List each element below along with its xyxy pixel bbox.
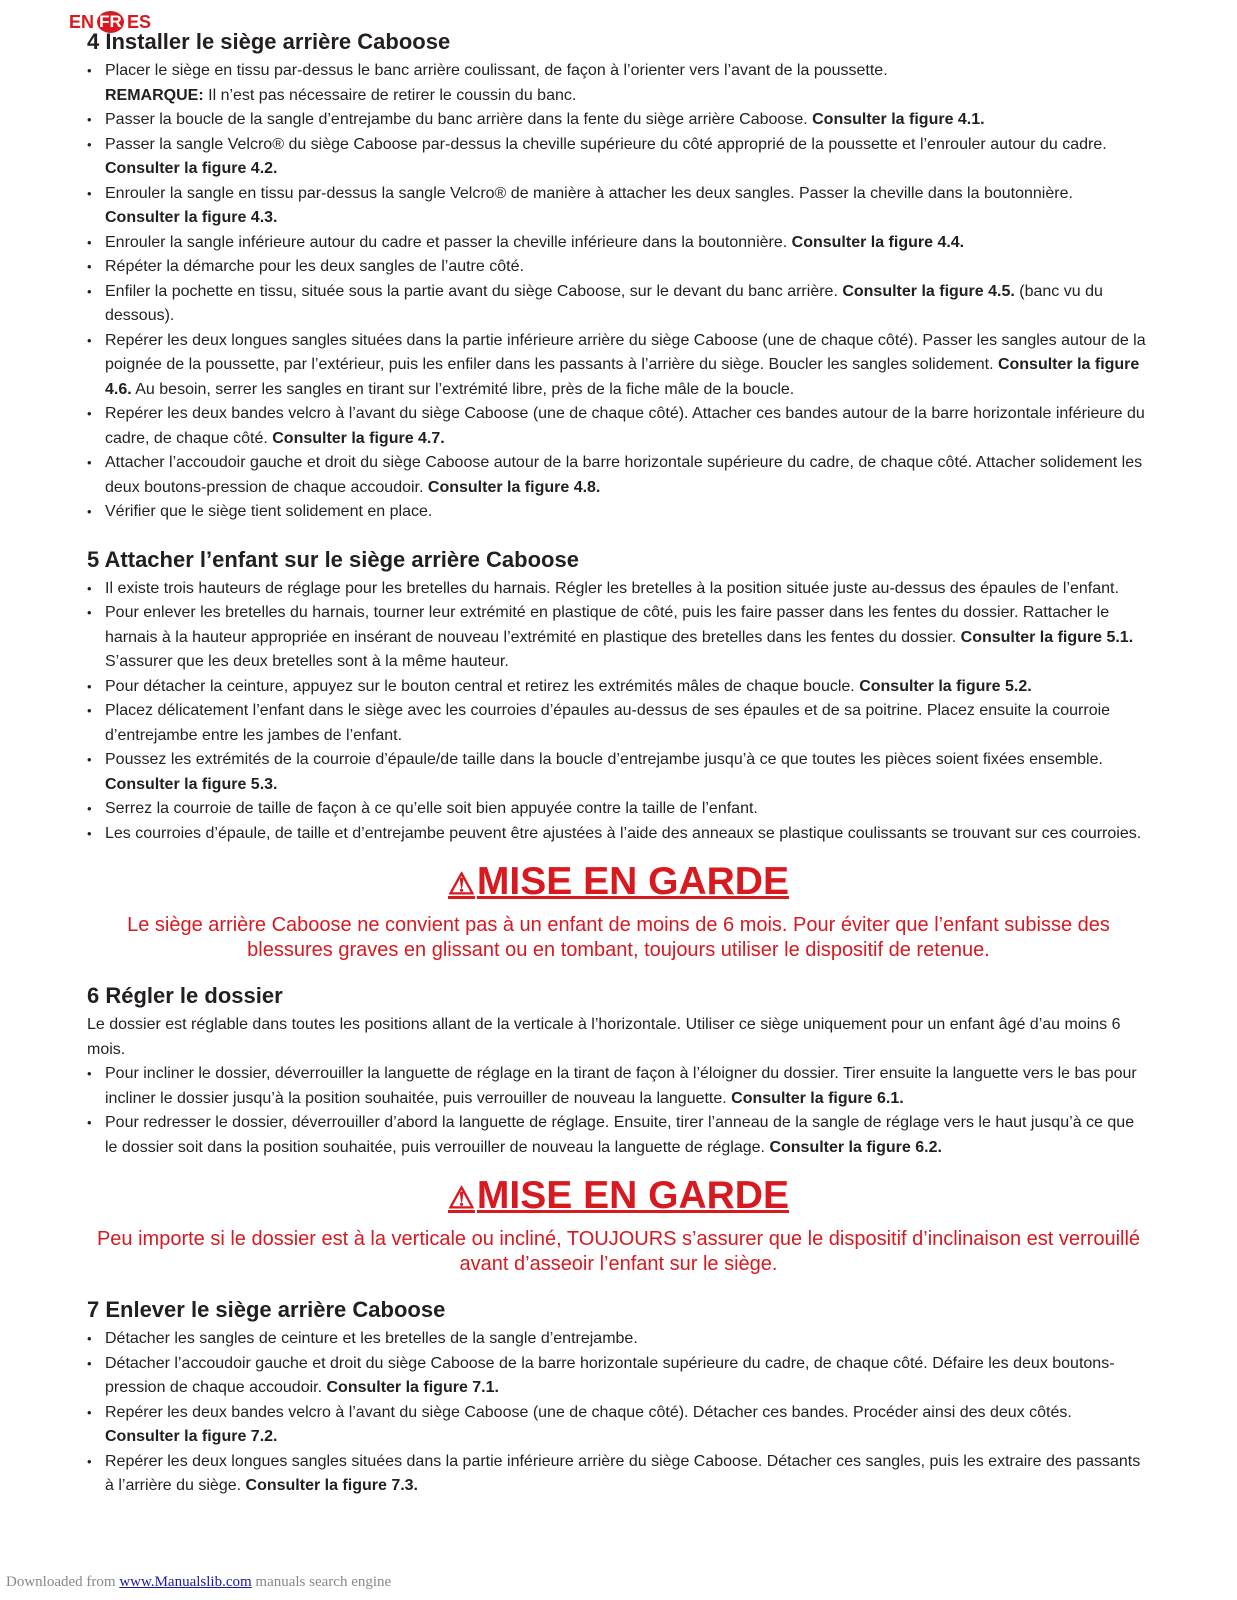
list-item: • Les courroies d’épaule, de taille et d’entrejambe peuvent être ajustées à l’aide des anneaux se plastique coulissants se trouvant sur ces courroies. [87, 822, 1150, 847]
warning-title: MISE EN GARDE [476, 1174, 789, 1217]
section-5-list [87, 577, 1150, 847]
list-item: • Pour incliner le dossier, déverrouiller la languette de réglage en la tirant de façon à l’éloigner du dossier. Tirer ensuite la languette vers le bas pour incliner le dossier jusqu’à la position souhaitée, puis verrouiller de nouveau la languette. Consulter la figure 6.1. [87, 1062, 1150, 1111]
list-item: • Répéter la démarche pour les deux sangles de l’autre côté. [87, 255, 1150, 280]
section-7-list [87, 1327, 1150, 1499]
list-item: • Pour enlever les bretelles du harnais, tourner leur extrémité en plastique de côté, puis les faire passer dans les fentes du dossier. Rattacher le harnais à la hauteur appropriée en insérant de nouveau l’extrémité en plastique des bretelles dans les fentes du dossier. Consulter la figure 5.1. S’assurer que les deux bretelles sont à la même hauteur. [87, 601, 1150, 675]
list-item: • Détacher les sangles de ceinture et les bretelles de la sangle d’entrejambe. [87, 1327, 1150, 1352]
warning-triangle-icon: ⚠ [448, 1182, 475, 1215]
list-item: • Placez délicatement l’enfant dans le siège avec les courroies d’épaules au-dessus de ses épaules et de sa poitrine. Placez ensuite la courroie d’entrejambe entre les jambes de l’enfant. [87, 699, 1150, 748]
section-6-intro: Le dossier est réglable dans toutes les positions allant de la verticale à l’horizontale. Utiliser ce siège uniquement pour un enfant âgé d’au moins 6 mois. [87, 1016, 1121, 1058]
list-item: • Passer la boucle de la sangle d’entrejambe du banc arrière dans la fente du siège arrière Caboose. Consulter la figure 4.1. [87, 108, 1150, 133]
document-page [87, 27, 1150, 1519]
list-item: • Poussez les extrémités de la courroie d’épaule/de taille dans la boucle d’entrejambe jusqu’à ce que toutes les pièces soient fixées ensemble. Consulter la figure 5.3. [87, 748, 1150, 797]
lang-es[interactable]: ES [127, 11, 152, 32]
warning-text: Le siège arrière Caboose ne convient pas à un enfant de moins de 6 mois. Pour éviter que l’enfant subisse des blessures graves en glissant ou en tombant, toujours utiliser le dispositif de retenue. [127, 914, 1110, 961]
section-5 [87, 545, 1150, 847]
list-item: • Enrouler la sangle en tissu par-dessus la sangle Velcro® de manière à attacher les deux sangles. Passer la cheville dans la boutonnière. Consulter la figure 4.3. [87, 182, 1150, 231]
list-item: • Repérer les deux bandes velcro à l’avant du siège Caboose (une de chaque côté). Attacher ces bandes autour de la barre horizontale inférieure du cadre, de chaque côté. Consulter la figure 4.7. [87, 402, 1150, 451]
section-6 [87, 981, 1150, 1160]
section-6-title: 6 Régler le dossier [87, 983, 283, 1008]
section-6-list [87, 1062, 1150, 1160]
list-item: • Enfiler la pochette en tissu, située sous la partie avant du siège Caboose, sur le devant du banc arrière. Consulter la figure 4.5. (banc vu du dessous). [87, 280, 1150, 329]
list-item: • Enrouler la sangle inférieure autour du cadre et passer la cheville inférieure dans la boutonnière. Consulter la figure 4.4. [87, 231, 1150, 256]
lang-en[interactable]: EN [69, 11, 95, 32]
download-footer: Downloaded from www.Manualslib.com manuals search engine [6, 1574, 392, 1590]
list-item: • Placer le siège en tissu par-dessus le banc arrière coulissant, de façon à l’orienter vers l’avant de la poussette. [87, 59, 1150, 84]
section-4-list [87, 59, 1150, 525]
list-item: • Pour redresser le dossier, déverrouiller d’abord la languette de réglage. Ensuite, tirer l’anneau de la sangle de réglage vers le haut jusqu’à ce que le dossier soit dans la position souhaitée, puis verrouiller de nouveau la languette de réglage. Consulter la figure 6.2. [87, 1111, 1150, 1160]
section-5-title: 5 Attacher l’enfant sur le siège arrière Caboose [87, 546, 579, 572]
section-4 [87, 27, 1150, 525]
section-4-title: 4 Installer le siège arrière Caboose [87, 29, 451, 54]
lang-fr-active[interactable]: FR [97, 11, 124, 33]
list-item: • Repérer les deux bandes velcro à l’avant du siège Caboose (une de chaque côté). Détacher ces bandes. Procéder ainsi des deux côtés. Consulter la figure 7.2. [87, 1401, 1150, 1450]
list-item: • Il existe trois hauteurs de réglage pour les bretelles du harnais. Régler les bretelles à la position située juste au-dessus des épaules de l’enfant. [87, 577, 1150, 602]
list-item: • Détacher l’accoudoir gauche et droit du siège Caboose de la barre horizontale supérieure du cadre, de chaque côté. Défaire les deux boutons-pression de chaque accoudoir. Consulter la figure 7.1. [87, 1352, 1150, 1401]
section-7-title: 7 Enlever le siège arrière Caboose [87, 1297, 446, 1322]
section-7 [87, 1295, 1150, 1499]
note-item: REMARQUE: Il n’est pas nécessaire de retirer le coussin du banc. [105, 86, 577, 104]
warning-box [87, 860, 1150, 963]
list-item: • Serrez la courroie de taille de façon à ce qu’elle soit bien appuyée contre la taille de l’enfant. [87, 797, 1150, 822]
warning-title: MISE EN GARDE [476, 860, 789, 903]
list-item: • Repérer les deux longues sangles situées dans la partie inférieure arrière du siège Caboose (une de chaque côté). Passer les sangles autour de la poignée de la poussette, par l’extérieur, puis les enfiler dans les passants à l’arrière du siège. Boucler les sangles solidement. Consulter la figure 4.6. Au besoin, serrer les sangles en tirant sur l’extrémité libre, près de la fiche mâle de la boucle. [87, 329, 1150, 403]
manualslib-link[interactable]: www.Manualslib.com [119, 1574, 252, 1590]
warning-triangle-icon: ⚠ [448, 868, 475, 901]
list-item: • Repérer les deux longues sangles situées dans la partie inférieure arrière du siège Caboose. Détacher ces sangles, puis les extraire des passants à l’arrière du siège. Consulter la figure 7.3. [87, 1450, 1150, 1499]
list-item: • Passer la sangle Velcro® du siège Caboose par-dessus la cheville supérieure du côté approprié de la poussette et l’enrouler autour du cadre. Consulter la figure 4.2. [87, 133, 1150, 182]
list-item: • Vérifier que le siège tient solidement en place. [87, 500, 1150, 525]
warning-text: Peu importe si le dossier est à la verticale ou incliné, TOUJOURS s’assurer que le dispositif d’inclinaison est verrouillé avant d’asseoir l’enfant sur le siège. [96, 1228, 1141, 1275]
warning-box [87, 1174, 1150, 1277]
list-item: • Pour détacher la ceinture, appuyez sur le bouton central et retirez les extrémités mâles de chaque boucle. Consulter la figure 5.2. [87, 675, 1150, 700]
list-item: • Attacher l’accoudoir gauche et droit du siège Caboose autour de la barre horizontale supérieure du cadre, de chaque côté. Attacher solidement les deux boutons-pression de chaque accoudoir. Consulter la figure 4.8. [87, 451, 1150, 500]
